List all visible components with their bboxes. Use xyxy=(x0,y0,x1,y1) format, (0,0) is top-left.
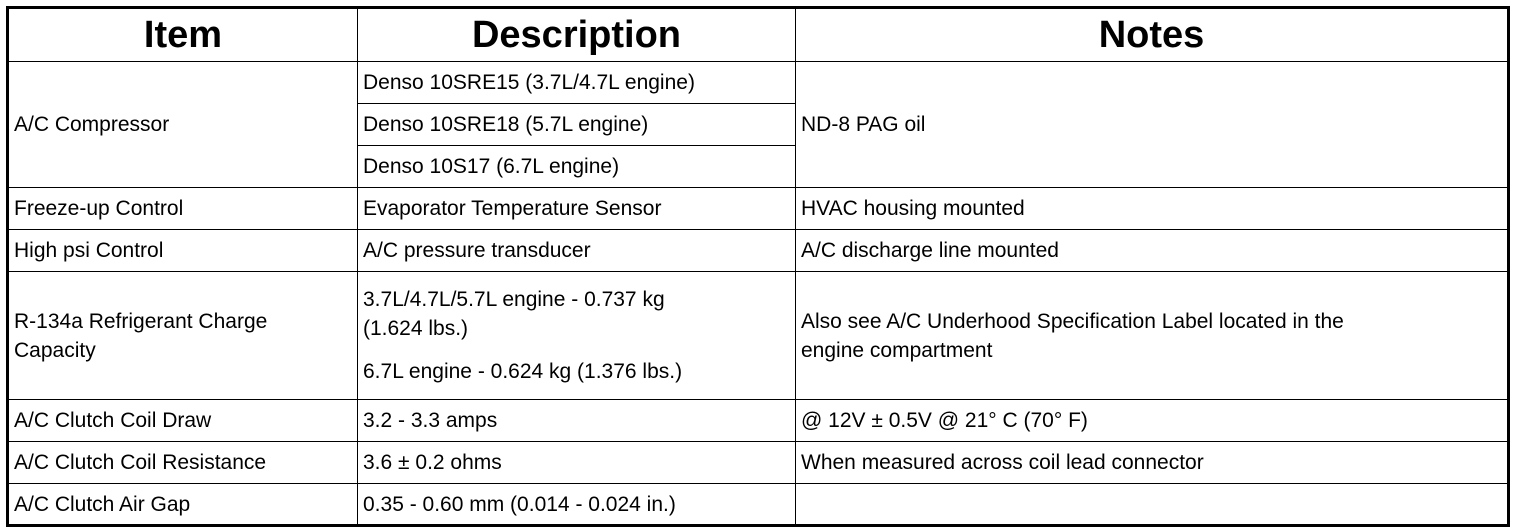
cell-notes-clutch-resistance: When measured across coil lead connector xyxy=(796,442,1509,484)
cell-description-compressor-2: Denso 10SRE18 (5.7L engine) xyxy=(358,104,796,146)
table-row xyxy=(8,442,1509,484)
item-line: Capacity xyxy=(14,338,96,362)
cell-description-highpsi: A/C pressure transducer xyxy=(358,230,796,272)
notes-line: engine compartment xyxy=(801,338,993,362)
cell-item-clutch-draw: A/C Clutch Coil Draw xyxy=(8,400,358,442)
table-row xyxy=(8,62,1509,104)
table-row xyxy=(8,400,1509,442)
table-row xyxy=(8,272,1509,400)
table-row xyxy=(8,484,1509,526)
header-row xyxy=(8,8,1509,62)
cell-description-clutch-draw: 3.2 - 3.3 amps xyxy=(358,400,796,442)
cell-notes-freeze: HVAC housing mounted xyxy=(796,188,1509,230)
cell-notes-highpsi: A/C discharge line mounted xyxy=(796,230,1509,272)
cell-description-clutch-resistance: 3.6 ± 0.2 ohms xyxy=(358,442,796,484)
cell-item-refrigerant xyxy=(8,272,358,400)
item-line: R-134a Refrigerant Charge xyxy=(14,309,268,333)
cell-item-highpsi: High psi Control xyxy=(8,230,358,272)
cell-item-freeze: Freeze-up Control xyxy=(8,188,358,230)
cell-notes-compressor: ND-8 PAG oil xyxy=(796,62,1509,188)
header-description: Description xyxy=(358,8,796,62)
description-line: 3.7L/4.7L/5.7L engine - 0.737 kg xyxy=(363,288,665,311)
cell-notes-refrigerant xyxy=(796,272,1509,400)
notes-line: Also see A/C Underhood Specification Label located in the xyxy=(801,309,1344,333)
table-row xyxy=(8,230,1509,272)
cell-notes-air-gap xyxy=(796,484,1509,526)
table-row xyxy=(8,188,1509,230)
cell-description-air-gap: 0.35 - 0.60 mm (0.014 - 0.024 in.) xyxy=(358,484,796,526)
cell-description-compressor-1: Denso 10SRE15 (3.7L/4.7L engine) xyxy=(358,62,796,104)
cell-description-compressor-3: Denso 10S17 (6.7L engine) xyxy=(358,146,796,188)
header-notes: Notes xyxy=(796,8,1509,62)
cell-item-air-gap: A/C Clutch Air Gap xyxy=(8,484,358,526)
description-line: (1.624 lbs.) xyxy=(363,317,469,340)
specification-table xyxy=(6,6,1510,527)
cell-notes-clutch-draw: @ 12V ± 0.5V @ 21° C (70° F) xyxy=(796,400,1509,442)
description-line: 6.7L engine - 0.624 kg (1.376 lbs.) xyxy=(363,360,683,383)
cell-description-refrigerant xyxy=(358,272,796,400)
cell-item-clutch-resistance: A/C Clutch Coil Resistance xyxy=(8,442,358,484)
cell-item-compressor: A/C Compressor xyxy=(8,62,358,188)
cell-description-freeze: Evaporator Temperature Sensor xyxy=(358,188,796,230)
header-item: Item xyxy=(8,8,358,62)
